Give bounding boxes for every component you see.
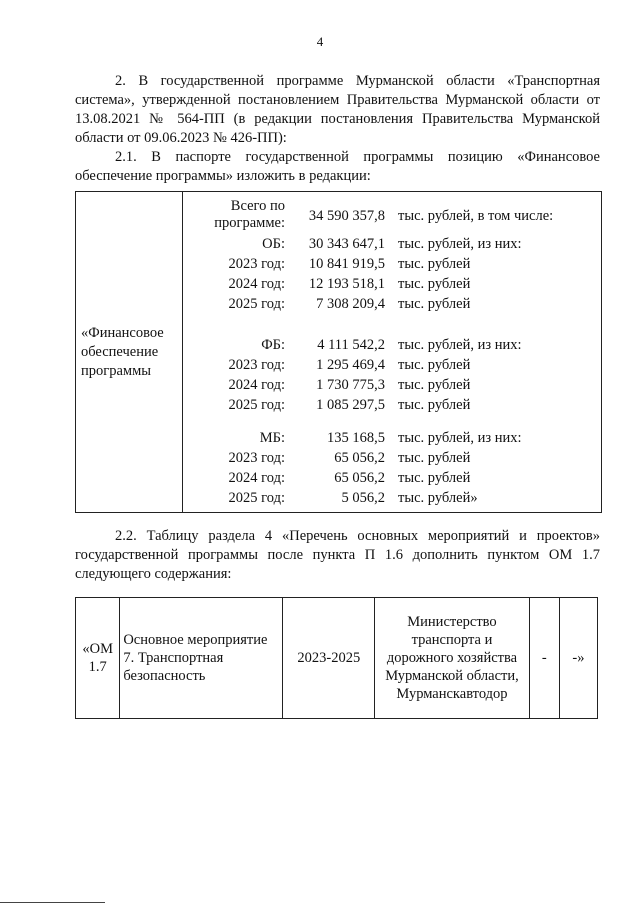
finance-row-label: МБ: xyxy=(259,430,285,446)
finance-table xyxy=(75,191,602,513)
finance-row-label: 2025 год: xyxy=(228,490,285,506)
finance-row-unit: тыс. рублей, из них: xyxy=(398,236,522,252)
finance-row-label: 2024 год: xyxy=(228,276,285,292)
finance-row-label: Всего по программе: xyxy=(214,198,285,231)
paragraph-2: 2. В государственной программе Мурманской области «Транспортная система», утвержденной постановлением Правительства Мурманской области от 13.08.2021 № 564-ПП (в редакции постановления Правительства Мурманской области от 09.06.2023 № 426-ПП): xyxy=(75,73,600,146)
table-row xyxy=(76,598,598,719)
om-col5-cell xyxy=(529,598,559,719)
finance-row-label: 2023 год: xyxy=(228,450,285,466)
finance-row-unit: тыс. рублей, из них: xyxy=(398,337,522,353)
finance-row-value: 1 730 775,3 xyxy=(316,377,385,393)
finance-row-value: 10 841 919,5 xyxy=(308,256,385,272)
finance-row-value: 65 056,2 xyxy=(334,470,385,486)
finance-row-value: 65 056,2 xyxy=(334,450,385,466)
finance-label-cell xyxy=(76,192,183,513)
finance-row-label: ФБ: xyxy=(261,337,285,353)
finance-row-label: 2025 год: xyxy=(228,296,285,312)
om-executor-cell xyxy=(375,598,529,719)
finance-row-label: 2025 год: xyxy=(228,397,285,413)
finance-row-value: 34 590 357,8 xyxy=(308,208,385,224)
finance-row-value: 135 168,5 xyxy=(327,430,385,446)
finance-row-value: 4 111 542,2 xyxy=(317,337,385,353)
footer-divider xyxy=(0,902,105,903)
finance-row-unit: тыс. рублей xyxy=(398,296,471,312)
om-period: 2023-2025 xyxy=(297,650,361,666)
page-number: 4 xyxy=(316,34,324,49)
finance-row-value: 7 308 209,4 xyxy=(316,296,385,312)
om-executor: Министерство транспорта и дорожного хозяйства Мурманской области, Мурманскавтодор xyxy=(385,614,519,702)
finance-row-label: 2024 год: xyxy=(228,470,285,486)
finance-values-cell xyxy=(183,192,602,513)
om-table xyxy=(75,597,598,719)
finance-row-value: 30 343 647,1 xyxy=(308,236,385,252)
finance-row-value: 5 056,2 xyxy=(341,490,385,506)
finance-row-unit: тыс. рублей, из них: xyxy=(398,430,522,446)
om-name: Основное мероприятие 7. Транспортная безопасность xyxy=(123,632,268,684)
finance-row-label: 2024 год: xyxy=(228,377,285,393)
om-col6-cell xyxy=(559,598,597,719)
finance-row-unit: тыс. рублей xyxy=(398,397,471,413)
finance-row-unit: тыс. рублей, в том числе: xyxy=(398,208,554,224)
finance-row-label: 2023 год: xyxy=(228,256,285,272)
om-col5: - xyxy=(541,650,547,666)
finance-row-unit: тыс. рублей xyxy=(398,450,471,466)
finance-label: «Финансовое обеспечение программы xyxy=(81,324,164,379)
finance-row-unit: тыс. рублей xyxy=(398,357,471,373)
finance-row-unit: тыс. рублей xyxy=(398,470,471,486)
om-col6: -» xyxy=(572,650,585,666)
finance-row-label: 2023 год: xyxy=(228,357,285,373)
finance-row-value: 12 193 518,1 xyxy=(308,276,385,292)
paragraph-2-1: 2.1. В паспорте государственной программы позицию «Финансовое обеспечение программы» изложить в редакции: xyxy=(75,149,600,184)
om-code: «ОМ 1.7 xyxy=(82,641,113,675)
om-code-cell xyxy=(76,598,120,719)
paragraph-2-2: 2.2. Таблицу раздела 4 «Перечень основных мероприятий и проектов» государственной программы после пункта П 1.6 дополнить пунктом ОМ 1.7 следующего содержания: xyxy=(75,528,600,582)
finance-row-unit: тыс. рублей xyxy=(398,377,471,393)
finance-row-unit: тыс. рублей xyxy=(398,256,471,272)
finance-row-unit: тыс. рублей xyxy=(398,276,471,292)
om-name-cell xyxy=(120,598,283,719)
finance-row-value: 1 085 297,5 xyxy=(316,397,385,413)
finance-row-value: 1 295 469,4 xyxy=(316,357,385,373)
om-period-cell xyxy=(283,598,375,719)
finance-row-unit: тыс. рублей» xyxy=(398,490,478,506)
finance-row-label: ОБ: xyxy=(262,236,285,252)
